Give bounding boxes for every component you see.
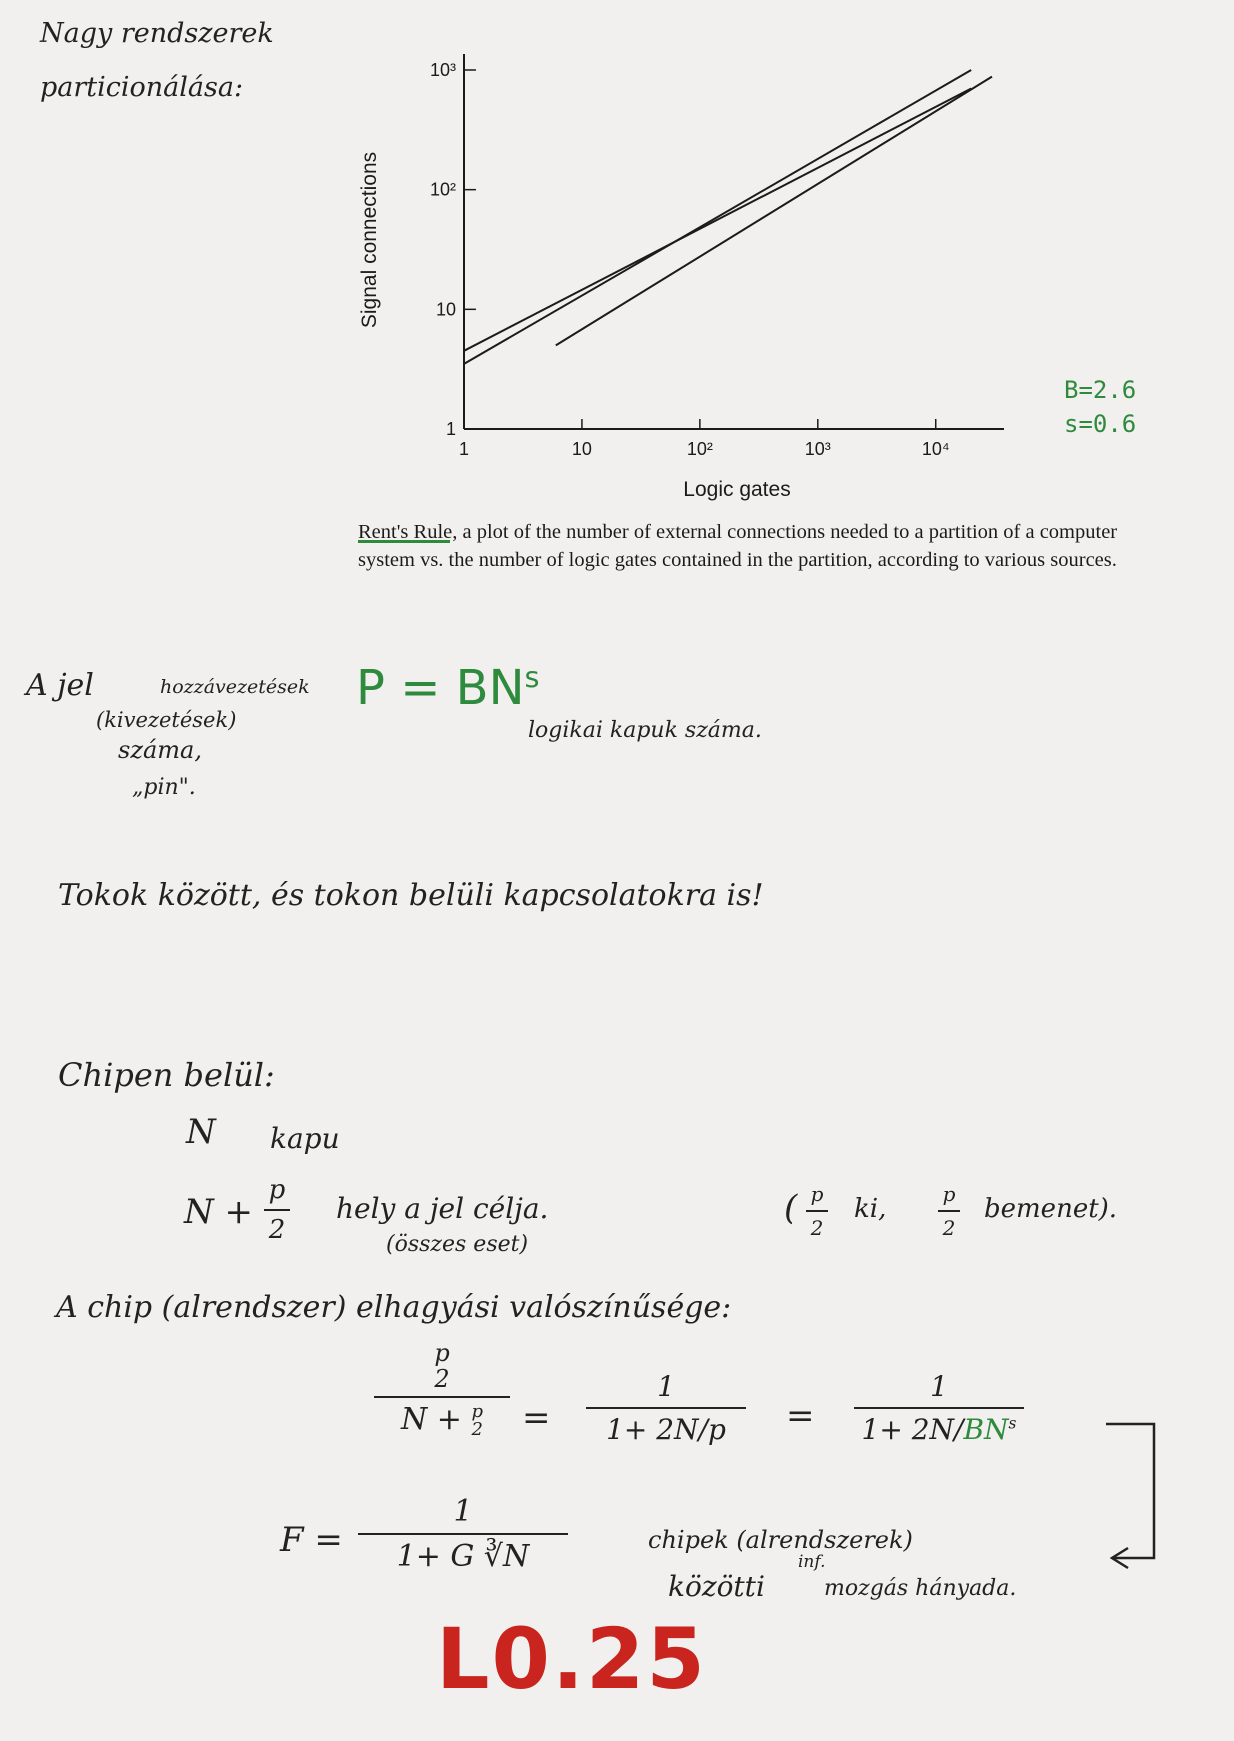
prob-frac3-den-b: BN bbox=[963, 1413, 1009, 1446]
osszes-text: (összes eset) bbox=[386, 1232, 529, 1257]
chart-y-tick-label: 10² bbox=[429, 179, 456, 200]
prob-frac3-den-exp: s bbox=[1008, 1414, 1017, 1433]
bemenet-frac-bar bbox=[938, 1210, 960, 1212]
caption-text: a plot of the number of external connections needed to a partition of a computer system vs. the number of logic gates contained in the partition, according to various sources. bbox=[358, 521, 1118, 571]
ki-frac-num: p bbox=[810, 1182, 824, 1206]
f-equals: F = bbox=[280, 1520, 343, 1560]
chart-x-tick-label: 10⁴ bbox=[921, 439, 950, 459]
bemenet-frac-den: 2 bbox=[942, 1216, 956, 1240]
p-over-2-fraction bbox=[264, 1175, 290, 1245]
prob-frac3-den-a: 1+ 2N/ bbox=[861, 1413, 964, 1446]
rents-rule-chart bbox=[340, 40, 1020, 510]
chart-series-line-1 bbox=[464, 89, 971, 351]
n-plus-prefix: N + bbox=[184, 1192, 254, 1232]
chart-x-tick-label: 10 bbox=[571, 439, 592, 459]
prob-frac1-num bbox=[374, 1340, 510, 1392]
figure-caption bbox=[358, 518, 1118, 574]
ki-open-paren: ( bbox=[784, 1188, 798, 1228]
kapu-label: kapu bbox=[270, 1122, 340, 1155]
bemenet-text: bemenet). bbox=[984, 1194, 1118, 1224]
chart-x-tick-label: 10² bbox=[686, 439, 713, 459]
bracket-arrow bbox=[1100, 1420, 1170, 1580]
chipen-heading: Chipen belül: bbox=[58, 1056, 275, 1094]
chipek-line-1: chipek (alrendszerek) bbox=[648, 1526, 913, 1554]
equals-2: = bbox=[786, 1396, 815, 1436]
header-line-2: particionálása: bbox=[40, 72, 244, 103]
rent-formula-main: P = BN bbox=[356, 660, 525, 716]
prob-frac1-num-p: p bbox=[434, 1339, 450, 1367]
f-frac-bar bbox=[358, 1533, 568, 1535]
chart-y-tick-label: 10³ bbox=[429, 60, 456, 80]
prob-fraction-3 bbox=[854, 1370, 1024, 1446]
grade-mark: L0.25 bbox=[436, 1610, 707, 1708]
header-line-1: Nagy rendszerek bbox=[40, 18, 274, 49]
chart-series-line-2 bbox=[464, 70, 971, 364]
prob-frac2-bar bbox=[586, 1407, 746, 1409]
f-fraction bbox=[358, 1494, 568, 1574]
f-frac-num: 1 bbox=[453, 1494, 473, 1529]
prob-frac1-den-2: 2 bbox=[471, 1419, 483, 1440]
gates-label: logikai kapuk száma. bbox=[528, 718, 762, 743]
prob-frac1-den bbox=[374, 1402, 510, 1439]
ki-fraction bbox=[806, 1182, 828, 1240]
chip-probability: A chip (alrendszer) elhagyási valószínűsége: bbox=[56, 1290, 732, 1325]
s-value-annotation: s=0.6 bbox=[1064, 410, 1137, 438]
prob-fraction-1 bbox=[374, 1340, 510, 1439]
prob-frac2-den: 1+ 2N/p bbox=[606, 1413, 726, 1446]
chart-x-label: Logic gates bbox=[683, 478, 791, 501]
b-value-annotation: B=2.6 bbox=[1064, 376, 1137, 404]
hely-text: hely a jel célja. bbox=[336, 1192, 549, 1225]
chart-x-tick-label: 1 bbox=[458, 439, 470, 459]
ki-frac-bar bbox=[806, 1210, 828, 1212]
rent-formula-exponent: s bbox=[524, 660, 540, 694]
pin-label-4: „pin". bbox=[132, 775, 196, 800]
prob-fraction-2 bbox=[586, 1370, 746, 1446]
chart-x-tick-label: 10³ bbox=[804, 439, 831, 459]
ki-text: ki, bbox=[854, 1194, 887, 1224]
tokok-note: Tokok között, és tokon belüli kapcsolatokra is! bbox=[58, 878, 764, 913]
frac-bar bbox=[264, 1209, 290, 1211]
ki-frac-den: 2 bbox=[810, 1216, 824, 1240]
chipek-line-2a: közötti bbox=[668, 1570, 765, 1603]
chart-y-tick-label: 10 bbox=[435, 299, 456, 320]
prob-frac1-num-2: 2 bbox=[434, 1365, 450, 1393]
f-frac-den: 1+ G ∛N bbox=[396, 1539, 530, 1574]
frac-num: p bbox=[268, 1175, 286, 1205]
prob-frac1-den-n: N + bbox=[400, 1402, 462, 1437]
chart-y-tick-label: 1 bbox=[445, 419, 456, 439]
chipek-inf: inf. bbox=[798, 1552, 826, 1572]
caption-title: Rent's Rule, bbox=[358, 521, 458, 543]
pin-label-1: A jel bbox=[26, 668, 94, 703]
n-symbol: N bbox=[186, 1112, 216, 1152]
frac-den: 2 bbox=[268, 1215, 286, 1245]
chipek-line-2b: mozgás hányada. bbox=[824, 1576, 1017, 1601]
prob-frac1-den-p: p bbox=[471, 1401, 483, 1422]
bemenet-fraction bbox=[938, 1182, 960, 1240]
chart-series-line-3 bbox=[556, 77, 992, 346]
equals-1: = bbox=[522, 1398, 551, 1438]
prob-frac2-num: 1 bbox=[657, 1370, 675, 1403]
prob-frac3-num: 1 bbox=[930, 1370, 948, 1403]
prob-frac1-bar bbox=[374, 1396, 510, 1398]
rent-formula bbox=[356, 660, 540, 716]
pin-label-1b: hozzávezetések bbox=[160, 676, 310, 698]
prob-frac3-den bbox=[854, 1413, 1024, 1446]
chart-y-label: Signal connections bbox=[358, 151, 381, 329]
pin-label-3: száma, bbox=[118, 736, 202, 764]
bemenet-frac-num: p bbox=[942, 1182, 956, 1206]
pin-label-2: (kivezetések) bbox=[96, 708, 237, 732]
prob-frac3-bar bbox=[854, 1407, 1024, 1409]
